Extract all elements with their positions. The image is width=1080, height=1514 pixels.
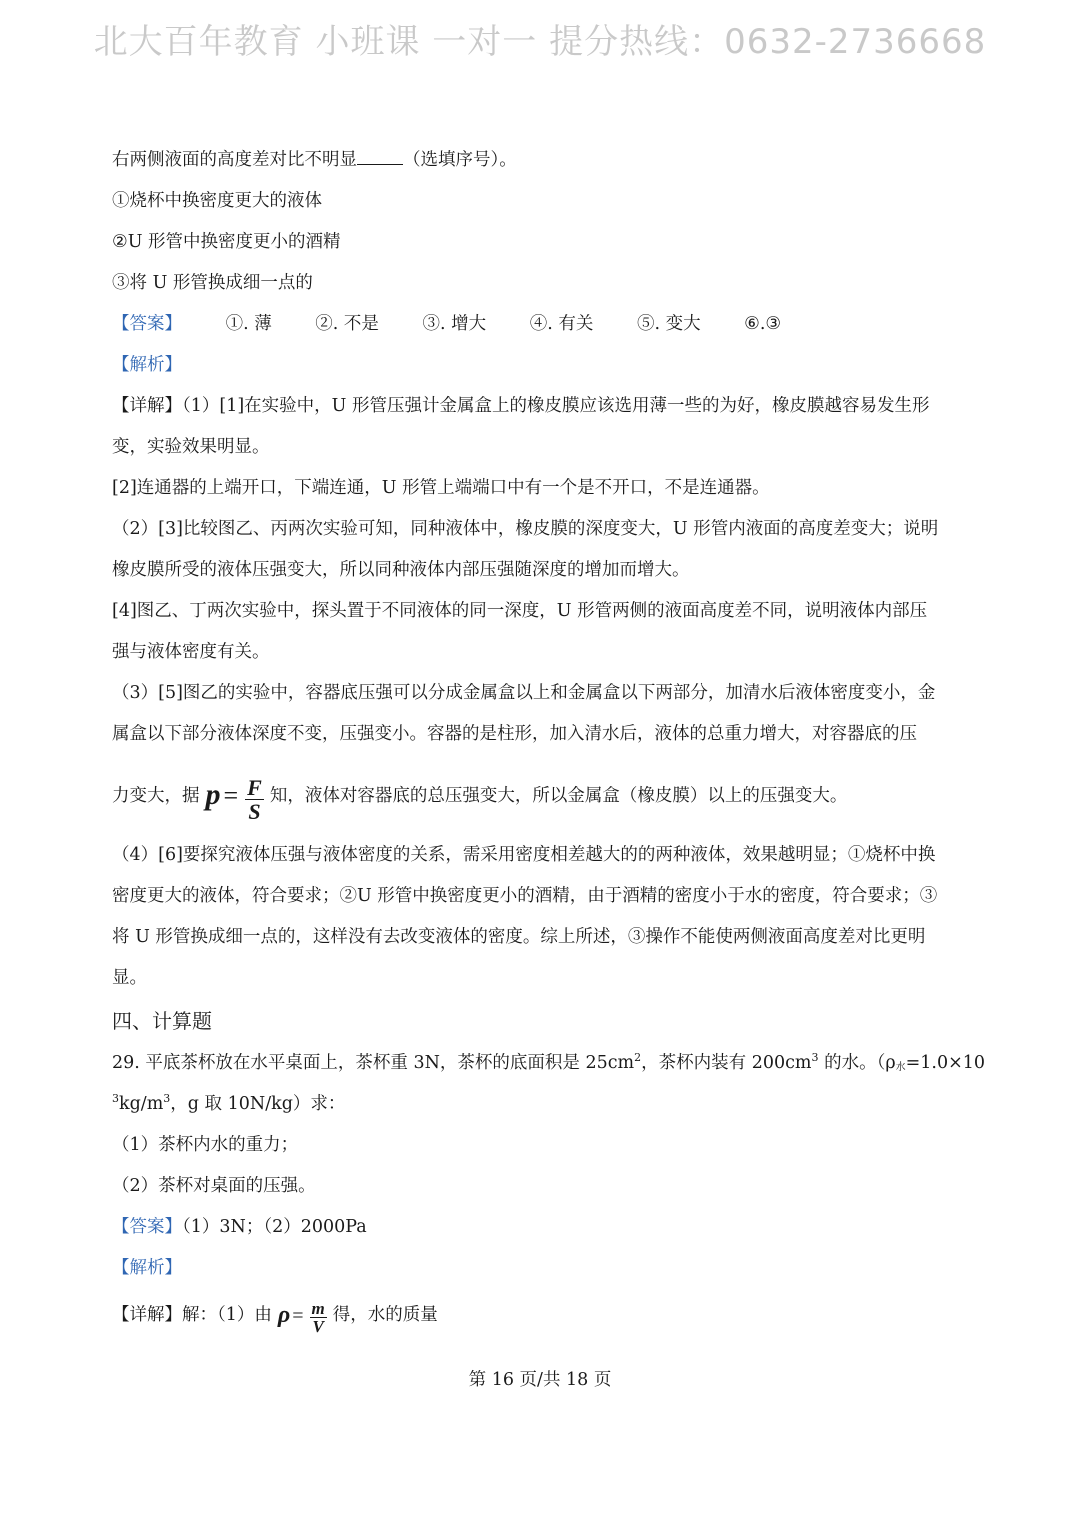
text: 29. 平底茶杯放在水平桌面上，茶杯重 3N，茶杯的底面积是 25cm [112, 1053, 635, 1073]
analysis-tag: 【解析】 [112, 1258, 182, 1278]
detail-line: 橡皮膜所受的液体压强变大，所以同种液体内部压强随深度的增加而增大。 [112, 560, 690, 580]
formula-fraction [245, 776, 264, 823]
answer-row [112, 304, 972, 345]
detail-line: 密度更大的液体，符合要求；②U 形管中换密度更小的酒精，由于酒精的密度小于水的密度，符合要求；③ [112, 886, 938, 906]
text-line [112, 140, 972, 181]
detail-line: 变，实验效果明显。 [112, 437, 270, 457]
formula-numerator: F [247, 775, 262, 801]
answer-item: ⑥.③ [744, 314, 782, 334]
detail-line: [4]图乙、丁两次实验中，探头置于不同液体的同一深度，U 形管两侧的液面高度差不同，说明液体内部压 [112, 601, 928, 621]
detail-tag: 【详解】 [112, 1305, 182, 1325]
answer-text: （1）3N；（2）2000Pa [182, 1217, 367, 1237]
superscript: 3 [163, 1092, 171, 1105]
text: 解：（1）由 [182, 1305, 272, 1325]
option-2: ②U 形管中换密度更小的酒精 [112, 232, 341, 252]
subscript: 水 [895, 1062, 906, 1073]
detail-line: 显。 [112, 968, 147, 988]
detail-line: [2]连通器的上端开口，下端连通，U 形管上端端口中有一个是不开口，不是连通器。 [112, 478, 770, 498]
detail-line: 属盒以下部分液体深度不变，压强变小。容器的是柱形，加入清水后，液体的总重力增大，对容器底的压 [112, 724, 917, 744]
text: 力变大，据 [112, 786, 200, 806]
detail-line: 将 U 形管换成细一点的，这样没有去改变液体的密度。综上所述，③操作不能使两侧液面高度差对比更明 [112, 927, 926, 947]
page-footer: 第 16 页/共 18 页 [468, 1370, 612, 1390]
detail-line: （4）[6]要探究液体压强与液体密度的关系，需采用密度相差越大的的两种液体，效果越明显；①烧杯中换 [112, 845, 936, 865]
formula-eq: = [292, 1305, 304, 1327]
section-title: 四、计算题 [112, 1009, 212, 1033]
text: 的水。（ρ [818, 1053, 896, 1073]
answer-item: ③. 增大 [422, 314, 487, 334]
question-29-line2 [112, 1084, 972, 1125]
text: ，g 取 10N/kg）求： [170, 1094, 346, 1114]
text: kg/m [119, 1094, 164, 1114]
question-29 [112, 1043, 986, 1084]
formula-lhs: p [205, 778, 221, 811]
detail-line [112, 386, 972, 427]
text: （1）[1]在实验中，U 形管压强计金属盒上的橡皮膜应该选用薄一些的为好，橡皮膜越容易发生形 [182, 396, 930, 416]
superscript: 3 [811, 1051, 819, 1064]
superscript: 3 [112, 1092, 119, 1105]
analysis-tag: 【解析】 [112, 355, 182, 375]
sub-question: （2）茶杯对桌面的压强。 [112, 1176, 316, 1196]
answer-tag: 【答案】 [112, 1217, 182, 1237]
formula-numerator: m [311, 1298, 325, 1318]
formula-eq: = [223, 781, 239, 810]
answer-item: ⑤. 变大 [636, 314, 701, 334]
answer-row [112, 1207, 972, 1248]
formula-fraction [310, 1300, 327, 1337]
detail-line-formula [112, 755, 972, 835]
answer-tag: 【答案】 [112, 314, 182, 334]
density-formula [278, 1289, 327, 1342]
text: =1.0×10 [905, 1053, 986, 1073]
detail-line-formula [112, 1289, 972, 1342]
option-1: ①烧杯中换密度更大的液体 [112, 191, 322, 211]
formula-denominator: S [248, 799, 261, 825]
detail-line: （3）[5]图乙的实验中，容器底压强可以分成金属盒以上和金属盒以下两部分，加清水后液体密度变小，金 [112, 683, 936, 703]
option-3: ③将 U 形管换成细一点的 [112, 273, 313, 293]
text: （选填序号）。 [403, 150, 517, 170]
answer-item: ①. 薄 [225, 314, 272, 334]
page-content [112, 140, 986, 1342]
sub-question: （1）茶杯内水的重力； [112, 1135, 299, 1155]
watermark: 北大百年教育 小班课 一对一 提分热线：0632-2736668 [93, 22, 987, 62]
fill-blank [357, 150, 403, 165]
detail-line: （2）[3]比较图乙、丙两次实验可知，同种液体中，橡皮膜的深度变大，U 形管内液面的高度差变大；说明 [112, 519, 939, 539]
answer-item: ②. 不是 [315, 314, 379, 334]
formula-denominator: V [312, 1317, 324, 1337]
detail-line: 强与液体密度有关。 [112, 642, 270, 662]
text: 得，水的质量 [332, 1305, 438, 1325]
formula-lhs: ρ [277, 1302, 291, 1328]
text: 右两侧液面的高度差对比不明显 [112, 150, 357, 170]
text: 知，液体对容器底的总压强变大，所以金属盒（橡皮膜）以上的压强变大。 [269, 786, 848, 806]
pressure-formula [206, 755, 264, 838]
superscript: 2 [634, 1051, 642, 1064]
answer-item: ④. 有关 [529, 314, 594, 334]
detail-tag: 【详解】 [112, 396, 182, 416]
text: ，茶杯内装有 200cm [641, 1053, 812, 1073]
